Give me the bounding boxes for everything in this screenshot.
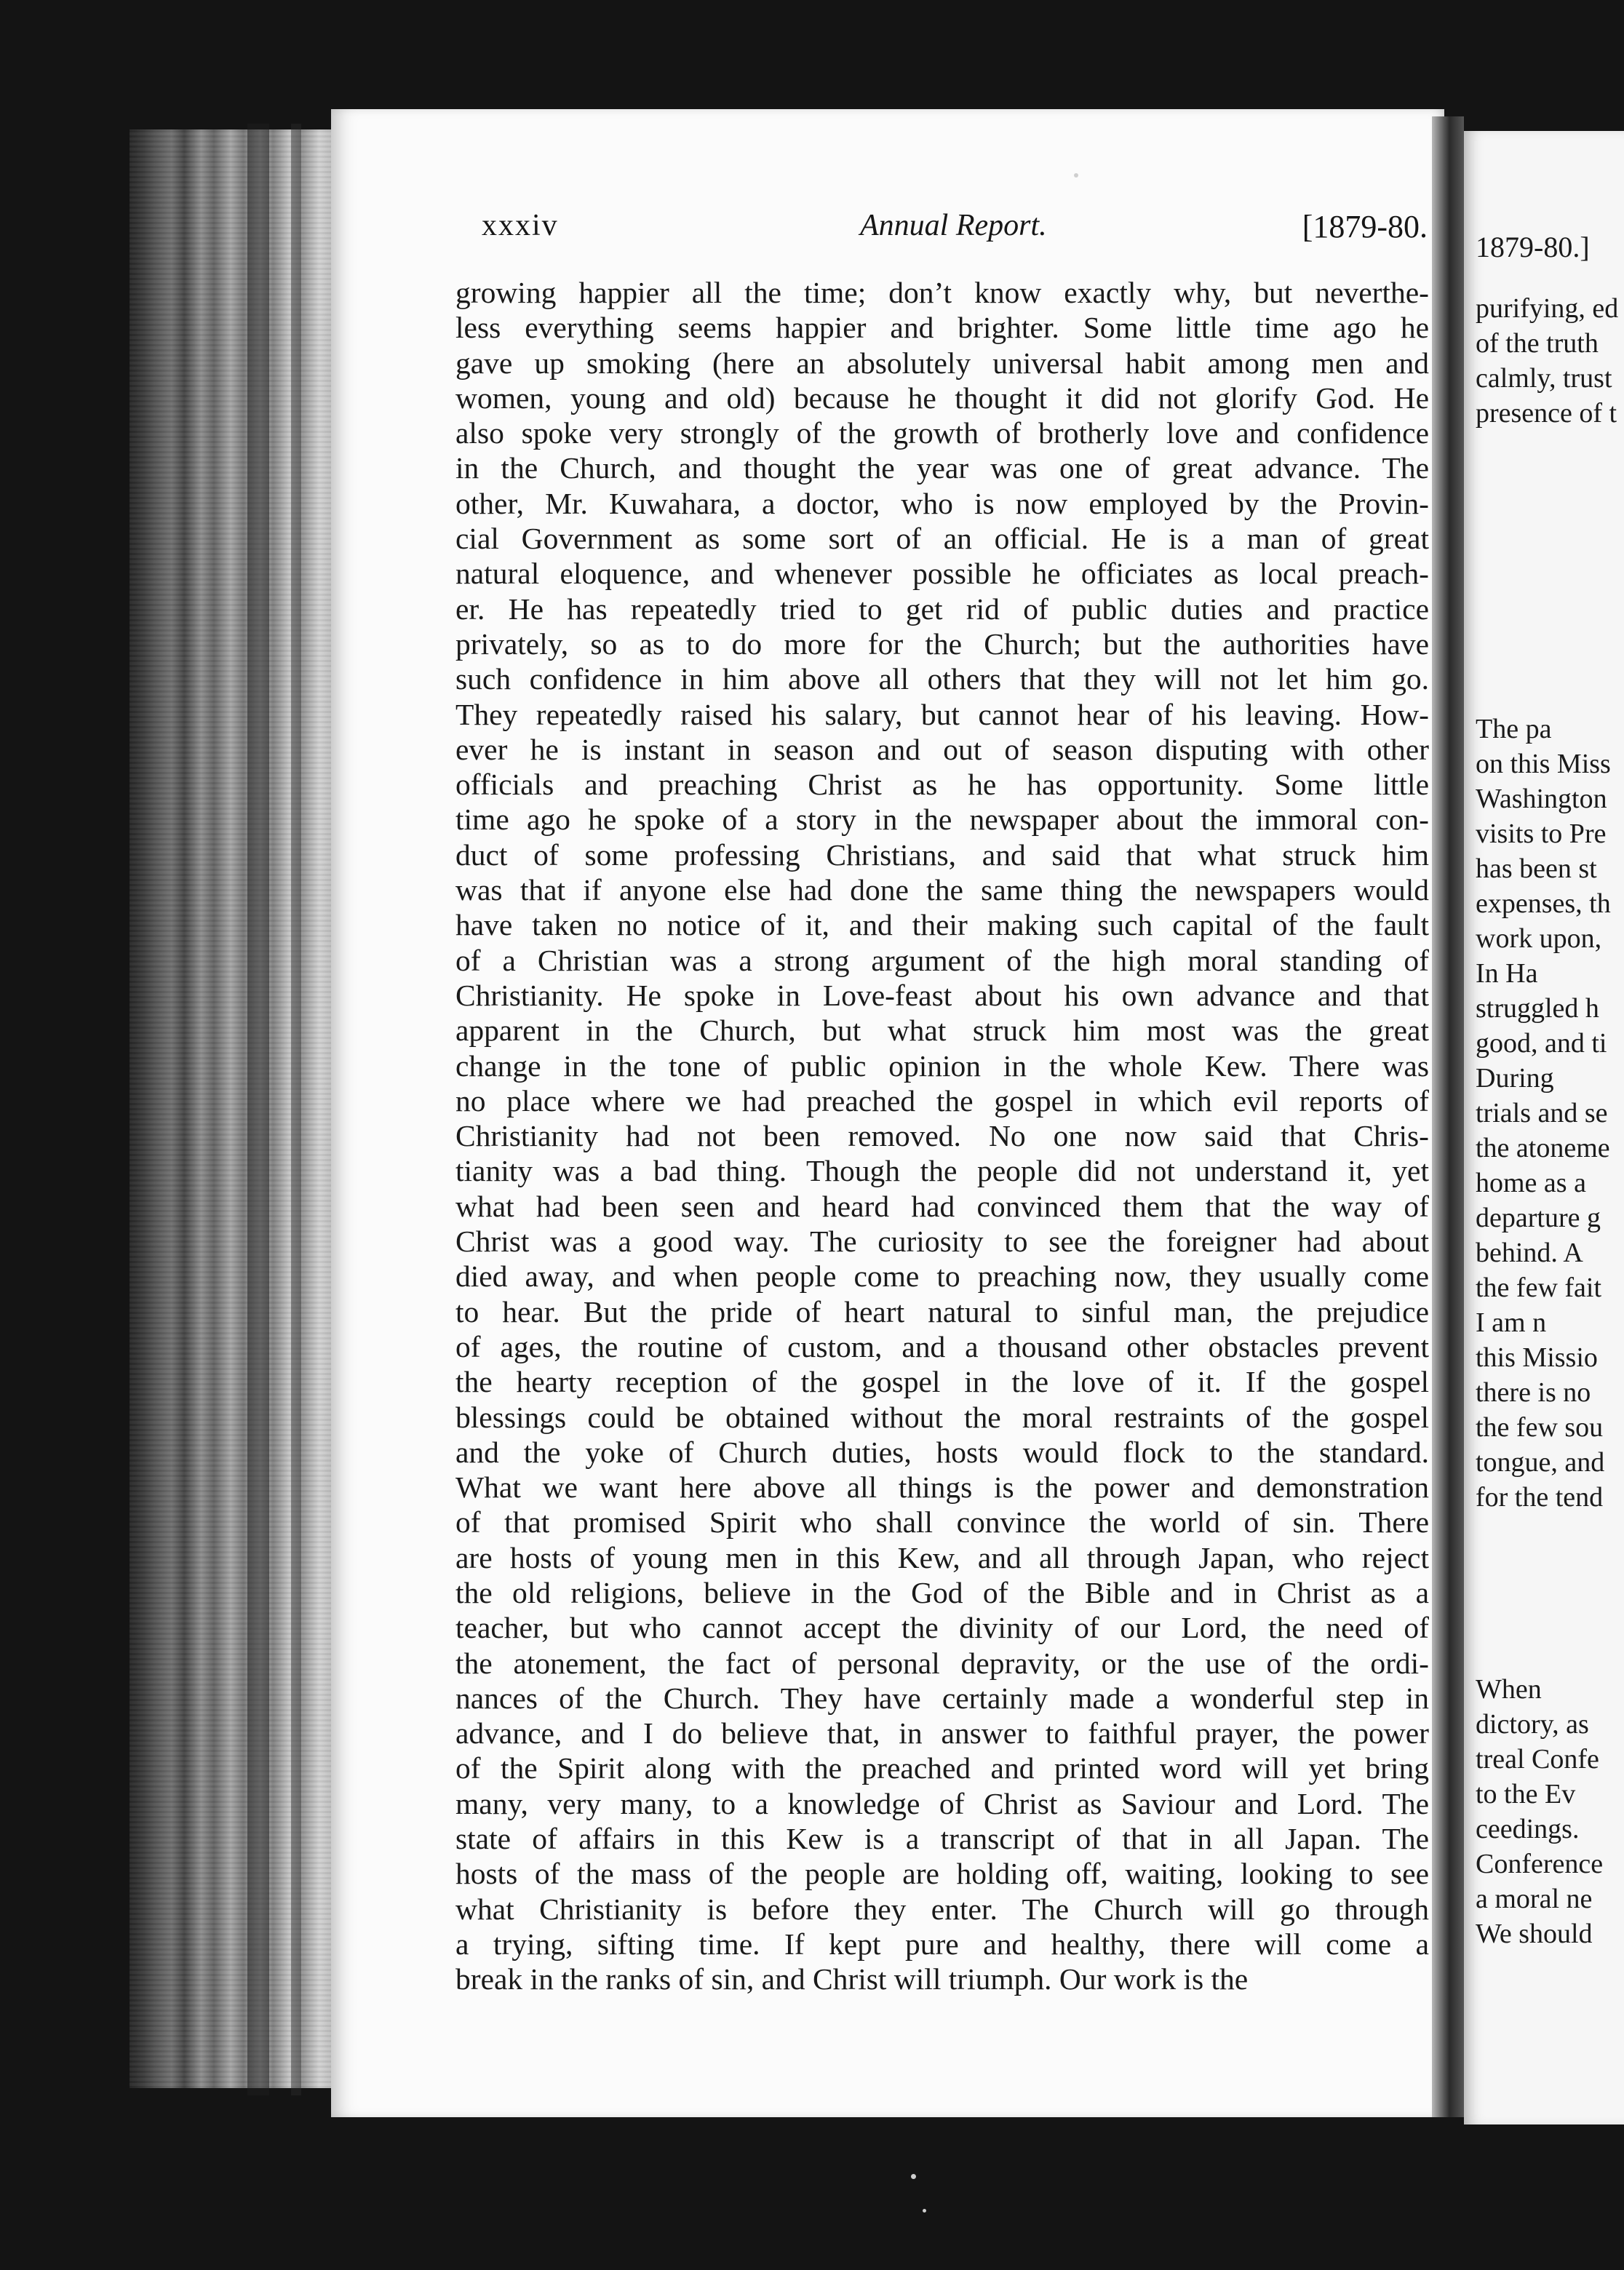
facing-text-line: a moral ne	[1476, 1884, 1593, 1914]
facing-text-line: the atoneme	[1476, 1133, 1610, 1163]
text-line: and the yoke of Church duties, hosts would flock to the standard.	[455, 1435, 1429, 1469]
text-line: tianity was a bad thing. Though the people did not understand it, yet	[455, 1154, 1429, 1188]
facing-text-line: The pa	[1476, 714, 1552, 744]
facing-text-line: home as a	[1476, 1168, 1586, 1198]
facing-text-line: the few sou	[1476, 1412, 1604, 1443]
facing-text-line: good, and ti	[1476, 1028, 1607, 1059]
text-line: what had been seen and heard had convinced them that the way of	[455, 1189, 1429, 1223]
text-line: many, very many, to a knowledge of Christ as Saviour and Lord. The	[455, 1786, 1429, 1820]
text-line: teacher, but who cannot accept the divinity of our Lord, the need of	[455, 1611, 1429, 1645]
text-line: died away, and when people come to preaching now, they usually come	[455, 1259, 1429, 1294]
facing-text-line: purifying, ed	[1476, 293, 1619, 324]
facing-text-line: In Ha	[1476, 958, 1538, 989]
text-line: the hearty reception of the gospel in the love of it. If the gospel	[455, 1365, 1429, 1399]
facing-page-text	[1476, 291, 1621, 1951]
facing-text-line: tongue, and	[1476, 1447, 1605, 1478]
facing-text-line: trials and se	[1476, 1098, 1608, 1128]
facing-text-line: there is no	[1476, 1377, 1591, 1408]
text-line: natural eloquence, and whenever possible he officiates as local preach-	[455, 557, 1429, 591]
facing-text-line: this Missio	[1476, 1342, 1598, 1373]
book-gutter	[1432, 116, 1464, 2117]
facing-text-line: to the Ev	[1476, 1779, 1576, 1809]
facing-text-line: I am n	[1476, 1307, 1547, 1338]
text-line: advance, and I do believe that, in answer to faithful prayer, the power	[455, 1716, 1429, 1751]
facing-text-line: work upon,	[1476, 923, 1602, 954]
running-year: [1879-80.	[1302, 209, 1428, 244]
text-line: growing happier all the time; don’t know exactly why, but neverthe-	[455, 276, 1429, 309]
text-line: er. He has repeatedly tried to get rid of public duties and practice	[455, 592, 1429, 626]
text-line: was that if anyone else had done the same thing the newspapers would	[455, 873, 1429, 907]
text-line: other, Mr. Kuwahara, a doctor, who is now employed by the Provin-	[455, 486, 1429, 520]
facing-text-line: We should	[1476, 1919, 1593, 1949]
facing-text-line: of the truth	[1476, 328, 1599, 359]
text-line: less everything seems happier and brighter. Some little time ago he	[455, 311, 1429, 345]
text-line: have taken no notice of it, and their making such capital of the fault	[455, 908, 1429, 942]
dust-speck	[1074, 173, 1078, 178]
facing-text-line: During	[1476, 1063, 1554, 1094]
text-line: Christianity had not been removed. No one now said that Chris-	[455, 1119, 1429, 1153]
facing-text-line: struggled h	[1476, 993, 1599, 1024]
facing-text-line: for the tend	[1476, 1482, 1604, 1513]
text-line: in the Church, and thought the year was one of great advance. The	[455, 451, 1429, 485]
text-line: the atonement, the fact of personal depravity, or the use of the ordi-	[455, 1646, 1429, 1680]
book-fore-edge	[130, 130, 341, 2088]
text-line: privately, so as to do more for the Church; but the authorities have	[455, 626, 1429, 661]
text-line: of the Spirit along with the preached and printed word will yet bring	[455, 1751, 1429, 1785]
fore-edge-shadow	[247, 124, 269, 2095]
text-line: officials and preaching Christ as he has opportunity. Some little	[455, 768, 1429, 802]
text-line: blessings could be obtained without the moral restraints of the gospel	[455, 1400, 1429, 1434]
text-line: cial Government as some sort of an official. He is a man of great	[455, 522, 1429, 556]
text-line: such confidence in him above all others that they will not let him go.	[455, 662, 1429, 696]
text-line: to hear. But the pride of heart natural to sinful man, the prejudice	[455, 1294, 1429, 1329]
text-line: a trying, sifting time. If kept pure and healthy, there will come a	[455, 1927, 1429, 1961]
page-number: xxxiv	[482, 209, 559, 242]
facing-text-line: presence of t	[1476, 398, 1617, 429]
text-line: Christianity. He spoke in Love-feast about his own advance and that	[455, 978, 1429, 1012]
text-line: apparent in the Church, but what struck him most was the great	[455, 1013, 1429, 1048]
facing-text-line: expenses, th	[1476, 888, 1611, 919]
running-header	[482, 208, 1428, 259]
facing-text-line: When	[1476, 1674, 1542, 1705]
facing-text-line: on this Miss	[1476, 749, 1611, 779]
text-line: women, young and old) because he thought it did not glorify God. He	[455, 381, 1429, 415]
text-line: what Christianity is before they enter. The Church will go through	[455, 1892, 1429, 1926]
text-line: hosts of the mass of the people are holding off, waiting, looking to see	[455, 1857, 1429, 1891]
text-line: also spoke very strongly of the growth of brotherly love and confidence	[455, 416, 1429, 450]
text-line: gave up smoking (here an absolutely universal habit among men and	[455, 346, 1429, 380]
text-line: change in the tone of public opinion in the whole Kew. There was	[455, 1048, 1429, 1083]
facing-gap	[1476, 588, 1621, 712]
body-text	[455, 275, 1429, 1997]
running-title: Annual Report.	[860, 209, 1047, 242]
text-line: What we want here above all things is the power and demonstration	[455, 1470, 1429, 1505]
text-line: of that promised Spirit who shall convince the world of sin. There	[455, 1505, 1429, 1540]
facing-text-line: departure g	[1476, 1203, 1601, 1233]
facing-text-line: visits to Pre	[1476, 819, 1607, 849]
facing-text-line: behind. A	[1476, 1238, 1583, 1268]
text-line: ever he is instant in season and out of season disputing with other	[455, 732, 1429, 766]
facing-text-line: calmly, trust	[1476, 363, 1612, 394]
text-line: nances of the Church. They have certainly made a wonderful step in	[455, 1681, 1429, 1715]
facing-gap	[1476, 1515, 1621, 1672]
facing-text-line: has been st	[1476, 853, 1597, 884]
facing-text-line: dictory, as	[1476, 1709, 1589, 1740]
facing-page-header: 1879-80.]	[1476, 231, 1590, 263]
facing-text-line: Washington	[1476, 784, 1607, 814]
facing-gap	[1476, 431, 1621, 588]
dust-speck	[923, 2209, 926, 2213]
text-line: They repeatedly raised his salary, but cannot hear of his leaving. How-	[455, 697, 1429, 731]
text-line: of ages, the routine of custom, and a thousand other obstacles prevent	[455, 1329, 1429, 1363]
text-line: Christ was a good way. The curiosity to see the foreigner had about	[455, 1224, 1429, 1259]
text-line: are hosts of young men in this Kew, and all through Japan, who reject	[455, 1540, 1429, 1574]
text-line: break in the ranks of sin, and Christ will triumph. Our work is the	[455, 1962, 1249, 1996]
dust-speck	[911, 2174, 916, 2179]
facing-text-line: ceedings.	[1476, 1814, 1580, 1844]
text-line: of a Christian was a strong argument of the high moral standing of	[455, 943, 1429, 977]
facing-text-line: treal Confe	[1476, 1744, 1599, 1775]
text-line: the old religions, believe in the God of the Bible and in Christ as a	[455, 1575, 1429, 1609]
text-line: no place where we had preached the gospel in which evil reports of	[455, 1083, 1429, 1118]
text-line: duct of some professing Christians, and said that what struck him	[455, 837, 1429, 872]
fore-edge-shadow-secondary	[291, 124, 301, 2095]
facing-text-line: the few fait	[1476, 1273, 1602, 1303]
facing-text-line: Conference	[1476, 1849, 1604, 1879]
text-line: state of affairs in this Kew is a transcript of that in all Japan. The	[455, 1822, 1429, 1856]
text-line: time ago he spoke of a story in the newspaper about the immoral con-	[455, 803, 1429, 837]
